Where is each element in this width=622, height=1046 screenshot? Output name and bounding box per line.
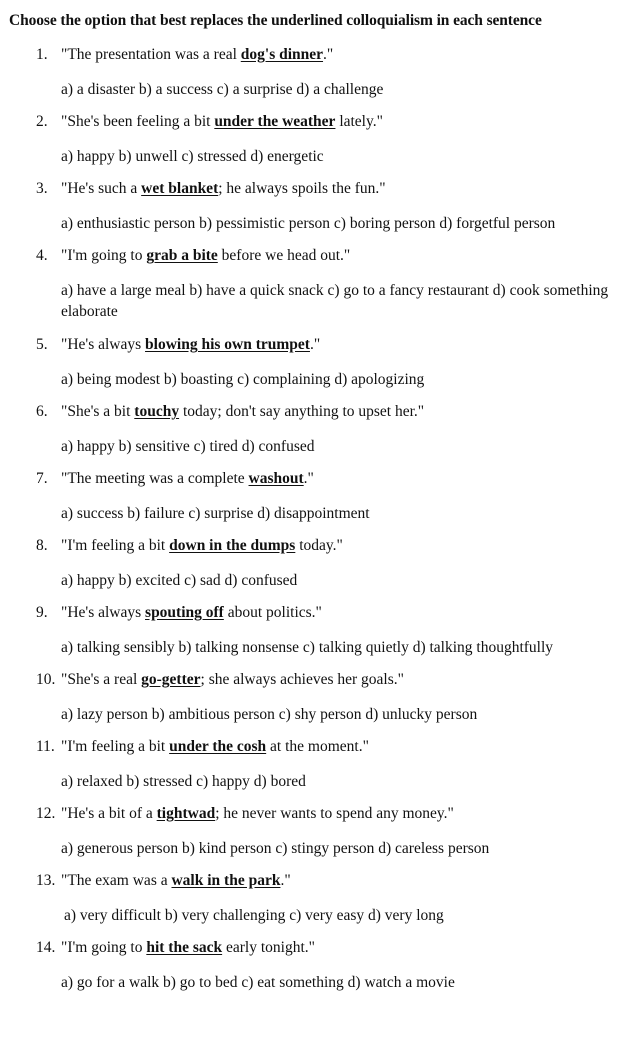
question-number: 10. (36, 671, 56, 688)
question-text: "She's a real (61, 671, 142, 688)
options-8: a) happy b) excited c) sad d) confused (61, 572, 298, 589)
page-title: Choose the option that best replaces the underlined colloquialism in each sentence (9, 12, 542, 29)
question-text-end: today; don't say anything to upset her." (179, 403, 425, 420)
options-11: a) relaxed b) stressed c) happy d) bored (61, 773, 306, 790)
colloquialism: grab a bite (146, 247, 218, 264)
colloquialism: under the weather (214, 113, 336, 130)
question-text-end: early tonight." (222, 939, 315, 956)
colloquialism: touchy (134, 403, 180, 420)
question-number: 14. (36, 939, 56, 956)
colloquialism: washout (248, 470, 304, 487)
question-number: 13. (36, 872, 56, 889)
question-11 (36, 738, 369, 756)
question-3 (36, 180, 386, 198)
question-text-end: ." (280, 872, 291, 889)
question-text-end: before we head out." (217, 247, 351, 264)
question-text: "He's a bit of a (61, 805, 157, 822)
question-text-end: at the moment." (266, 738, 369, 755)
colloquialism: walk in the park (171, 872, 281, 889)
options-4: a) have a large meal b) have a quick snack c) go to a fancy restaurant d) cook something elaborate (61, 282, 609, 320)
question-text: "He's always (61, 604, 146, 621)
question-text: "The presentation was a real (61, 46, 241, 63)
question-text: "I'm going to (61, 247, 147, 264)
question-text-end: today." (295, 537, 343, 554)
question-number: 8. (36, 537, 48, 554)
question-text: "I'm feeling a bit (61, 738, 170, 755)
question-9 (36, 604, 322, 622)
options-13: a) very difficult b) very challenging c) very easy d) very long (64, 907, 444, 924)
colloquialism: under the cosh (169, 738, 267, 755)
options-1: a) a disaster b) a success c) a surprise d) a challenge (61, 81, 384, 98)
question-text: "He's always (61, 336, 146, 353)
options-7: a) success b) failure c) surprise d) disappointment (61, 505, 370, 522)
options-10: a) lazy person b) ambitious person c) shy person d) unlucky person (61, 706, 478, 723)
colloquialism: down in the dumps (169, 537, 296, 554)
question-14 (36, 939, 315, 957)
question-number: 3. (36, 180, 48, 197)
colloquialism: blowing his own trumpet (145, 336, 310, 353)
question-13 (36, 872, 291, 890)
options-2: a) happy b) unwell c) stressed d) energetic (61, 148, 324, 165)
colloquialism: dog's dinner (240, 46, 324, 63)
question-text: "The exam was a (61, 872, 172, 889)
question-12 (36, 805, 454, 823)
colloquialism: hit the sack (146, 939, 223, 956)
question-4 (36, 247, 350, 265)
question-number: 11. (36, 738, 55, 755)
question-text-end: ; he always spoils the fun." (218, 180, 386, 197)
question-text-end: lately." (335, 113, 383, 130)
question-text-end: ." (323, 46, 334, 63)
question-8 (36, 537, 343, 555)
question-text: "She's a bit (61, 403, 135, 420)
question-1 (36, 46, 333, 64)
question-text: "The meeting was a complete (61, 470, 249, 487)
question-number: 7. (36, 470, 48, 487)
options-3: a) enthusiastic person b) pessimistic person c) boring person d) forgetful person (61, 215, 556, 232)
colloquialism: spouting off (145, 604, 224, 621)
colloquialism: tightwad (156, 805, 216, 822)
question-text: "She's been feeling a bit (61, 113, 215, 130)
options-14: a) go for a walk b) go to bed c) eat something d) watch a movie (61, 974, 455, 991)
question-text-end: about politics." (223, 604, 322, 621)
colloquialism: go-getter (141, 671, 201, 688)
question-text: "I'm going to (61, 939, 147, 956)
question-7 (36, 470, 314, 488)
question-text: "I'm feeling a bit (61, 537, 170, 554)
question-number: 5. (36, 336, 48, 353)
question-text-end: ; he never wants to spend any money." (215, 805, 454, 822)
question-6 (36, 403, 424, 421)
question-2 (36, 113, 383, 131)
options-5: a) being modest b) boasting c) complaining d) apologizing (61, 371, 425, 388)
question-5 (36, 336, 320, 354)
question-text-end: ." (309, 336, 321, 353)
question-text: "He's such a (61, 180, 142, 197)
question-number: 12. (36, 805, 56, 822)
question-text-end: ; she always achieves her goals." (200, 671, 404, 688)
question-number: 9. (36, 604, 48, 621)
question-number: 4. (36, 247, 48, 264)
options-12: a) generous person b) kind person c) stingy person d) careless person (61, 840, 490, 857)
options-6: a) happy b) sensitive c) tired d) confused (61, 438, 315, 455)
colloquialism: wet blanket (141, 180, 219, 197)
question-number: 1. (36, 46, 48, 63)
question-text-end: ." (303, 470, 314, 487)
question-10 (36, 671, 404, 689)
question-number: 6. (36, 403, 48, 420)
question-number: 2. (36, 113, 48, 130)
options-9: a) talking sensibly b) talking nonsense c) talking quietly d) talking thoughtfully (61, 639, 554, 656)
